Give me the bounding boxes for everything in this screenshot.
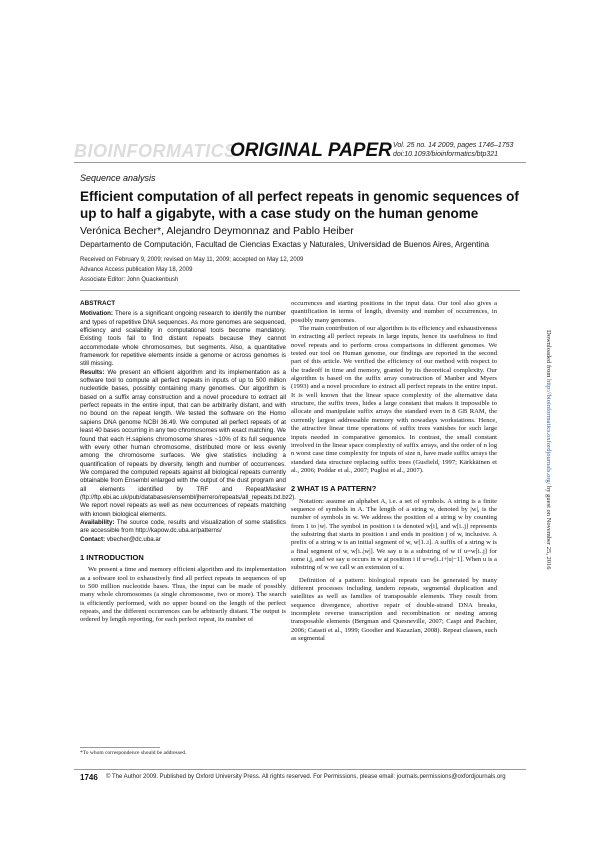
paper-type: ORIGINAL PAPER [230,140,392,161]
download-link[interactable]: http://bioinformatics.oxfordjournals.org/ [545,379,552,485]
footnote: *To whom correspondence should be addressed. [80,750,187,756]
journal-name: BIOINFORMATICS [74,141,237,161]
abstract-motivation [80,310,286,368]
abstract-results [80,368,296,519]
volume-line: Vol. 25 no. 14 2009, pages 1746–1753 [393,142,514,149]
results-text: We present an efficient algorithm and its implementation as a software tool to compute all perfect repeats in inputs of up to 500 million nucleotide bases, possibly containing many genomes. Our algorithm is based on a suffix array construction and a novel procedure to extract all perfect repeats in the entire input, that can be arbitrarily distant, and with no bound on the repeat length. We tested the software on the Homo sapiens DNA genome NCBI 36.49. We computed all perfect repeats of at least 40 bases occurring in any two chromosomes with exact matching. We found that each H.sapiens chromosome shares ~10% of its full sequence with every other human chromosome, distributed more or less evenly among the chromosome surfaces. We give statistics including a quantification of repeats by diversity, length and number of occurrences. We compared the computed repeats against all biological repeats currently obtainable from Ensembl enlarged with the output of the dust program and all elements identified by TRF and RepeatMasker (ftp://ftp.ebi.ac.uk/pub/databases/ensembl/jherrero/repeats/all_repeats.txt.bz2). We report novel repeats as well as new occurrences of repeats matching with known biological elements. [80,368,296,518]
affiliation: Departamento de Computación, Facultad de Ciencias Exactas y Naturales, Universidad de Buenos Aires, Argentina [80,240,490,249]
footer-rule [74,769,526,770]
contact-email[interactable]: vbecher@dc.uba.ar [106,535,161,543]
authors: Verónica Becher*, Alejandro Deymonnaz and Pablo Heiber [80,225,354,237]
received-dates: Received on February 9, 2009; revised on May 11, 2009; accepted on May 12, 2009 [80,257,304,263]
abstract-availability [80,519,286,536]
abstract-heading: ABSTRACT [80,300,116,307]
right-para-2: The main contribution of our algorithm is its efficiency and exhaustiveness in extracting all perfect repeats in large inputs, hence its usefulness to find novel repeats and to perform cross comparisons in different genomes. We tested our tool on Human genome, our findings are reported in the second part of this article. We verified the efficiency of our method with respect to the tradeoff in time and memory, granted by its theoretical complexity. Our algorithm is based on the suffix array construction of Manber and Myers (1993) and a novel procedure to extract all perfect repeats in the entire input. It is well known that the linear space complexity of the alternative data structure, the suffix trees, hides a large constant that makes it impossible to allocate and manipulate suffix arrays the standard even in 8 GB RAM, the currently largest addressable memory with nowadays workstations. Hence, the attractive linear time operations of suffix trees vanishes for such large inputs needed in comparative genomics. In contrast, the small constant involved in the linear space complexity of suffix arrays, and the order of n log n worst case time complexity for inputs of size n, have made suffix arrays the standard data structure replacing suffix trees (Gusfield, 1997; Kärkkäinen et al., 2006; Poddar et al., 2007; Puglisi et al., 2007). [291,325,498,474]
download-suffix: by guest on November 25, 2016 [545,484,552,570]
article-meta [80,255,303,285]
intro-heading: 1 INTRODUCTION [80,552,144,562]
notation-para: Notation: assume an alphabet A, i.e. a set of symbols. A string is a finite sequence of symbols in A. The length of a string w, denoted by |w|, is the number of symbols in w. We address the position of a string w by counting from 1 to |w|. The symbol in position i is denoted w[i], and w[i..j] represents the substring that starts in position i and ends in position j of w, inclusive. A prefix of a string w is an initial segment of w, w[1..i]. A suffix of a string w is a final segment of w, w[i..|w|]. We say u is a substring of w if u=w[i..j] for some i,j, and we say u occurs in w at position i if u=w[i..i+|u|−1]. When u is a substring of w we call w an extension of u. [291,497,497,572]
abstract-contact [80,536,286,544]
right-para-1: occurrences and starting positions in the input data. Our tool also gives a quantification in terms of length, diversity and number of occurrences, in possibly many genomes. [291,300,497,324]
download-notice [545,330,552,569]
intro-text: We present a time and memory efficient algorithm and its implementation as a software tool to exhaustively find all perfect repeats in sequences of up to 500 million nucleotide bases. Thus, the input can be made of possibly many whole chromosomes (a single chromosome, two or more). The search is efficiently performed, with no upper bound on the length of the perfect repeats, and the different occurrences can be arbitrarily distant. The output is ordered by length reporting, for each perfect repeat, its number of [80,566,286,624]
associate-editor: Associate Editor: John Quackenbush [80,277,179,283]
doi-line: doi:10.1093/bioinformatics/btp321 [393,151,499,158]
volume-info [393,141,513,159]
section-type: Sequence analysis [80,173,156,183]
contact-label: Contact: [80,535,106,543]
paper-title: Efficient computation of all perfect repeats in genomic sequences of up to half a gigabyte, with a case study on the human genome [80,189,519,221]
meta-rule [80,290,520,291]
right-column [291,300,497,643]
motivation-text: There is a significant ongoing research to identify the number and types of repetitive DNA sequences. As more genomes are sequenced, efficiency and scalability in computational tools become mandatory. Existing tools fail to find distant repeats because they cannot accommodate whole chromosomes, but segments. Also, a quantitative framework for repetitive elements inside a genome or across genomes is still missing. [80,310,286,368]
left-column [80,300,296,625]
download-watermark [540,330,560,750]
results-label: Results: [80,368,105,376]
advance-access: Advance Access publication May 18, 2009 [80,267,193,273]
section-2-heading: 2 WHAT IS A PATTERN? [291,484,377,494]
availability-label: Availability: [80,518,115,526]
header-rule [74,162,526,163]
availability-text: The source code, results and visualization of some statistics are accessible from http://kapow.dc.uba.ar/patterns/ [80,518,286,535]
definition-para: Definition of a pattern: biological repeats can be generated by many different processes including tandem repeats, segmental duplication and satellites as well as families of transposable elements. They result from sequence divergence, abortive repair of double-strand DNA breaks, incomplete reverse transcription and recombination or nesting among transposable elements (Bergman and Quesneville, 2007; Caspi and Pachter, 2006; Catasti et al., 1999; Goodier and Kazazian, 2008). Repeat classes, such as segmental [291,576,497,643]
motivation-label: Motivation: [80,310,113,318]
copyright-line: © The Author 2009. Published by Oxford University Press. All rights reserved. For Permissions, please email: journals.permissions@oxfordjournals.org [106,774,506,780]
download-prefix: Downloaded from [545,330,552,380]
footnote-rule [80,747,160,748]
page-number: 1746 [80,773,98,782]
